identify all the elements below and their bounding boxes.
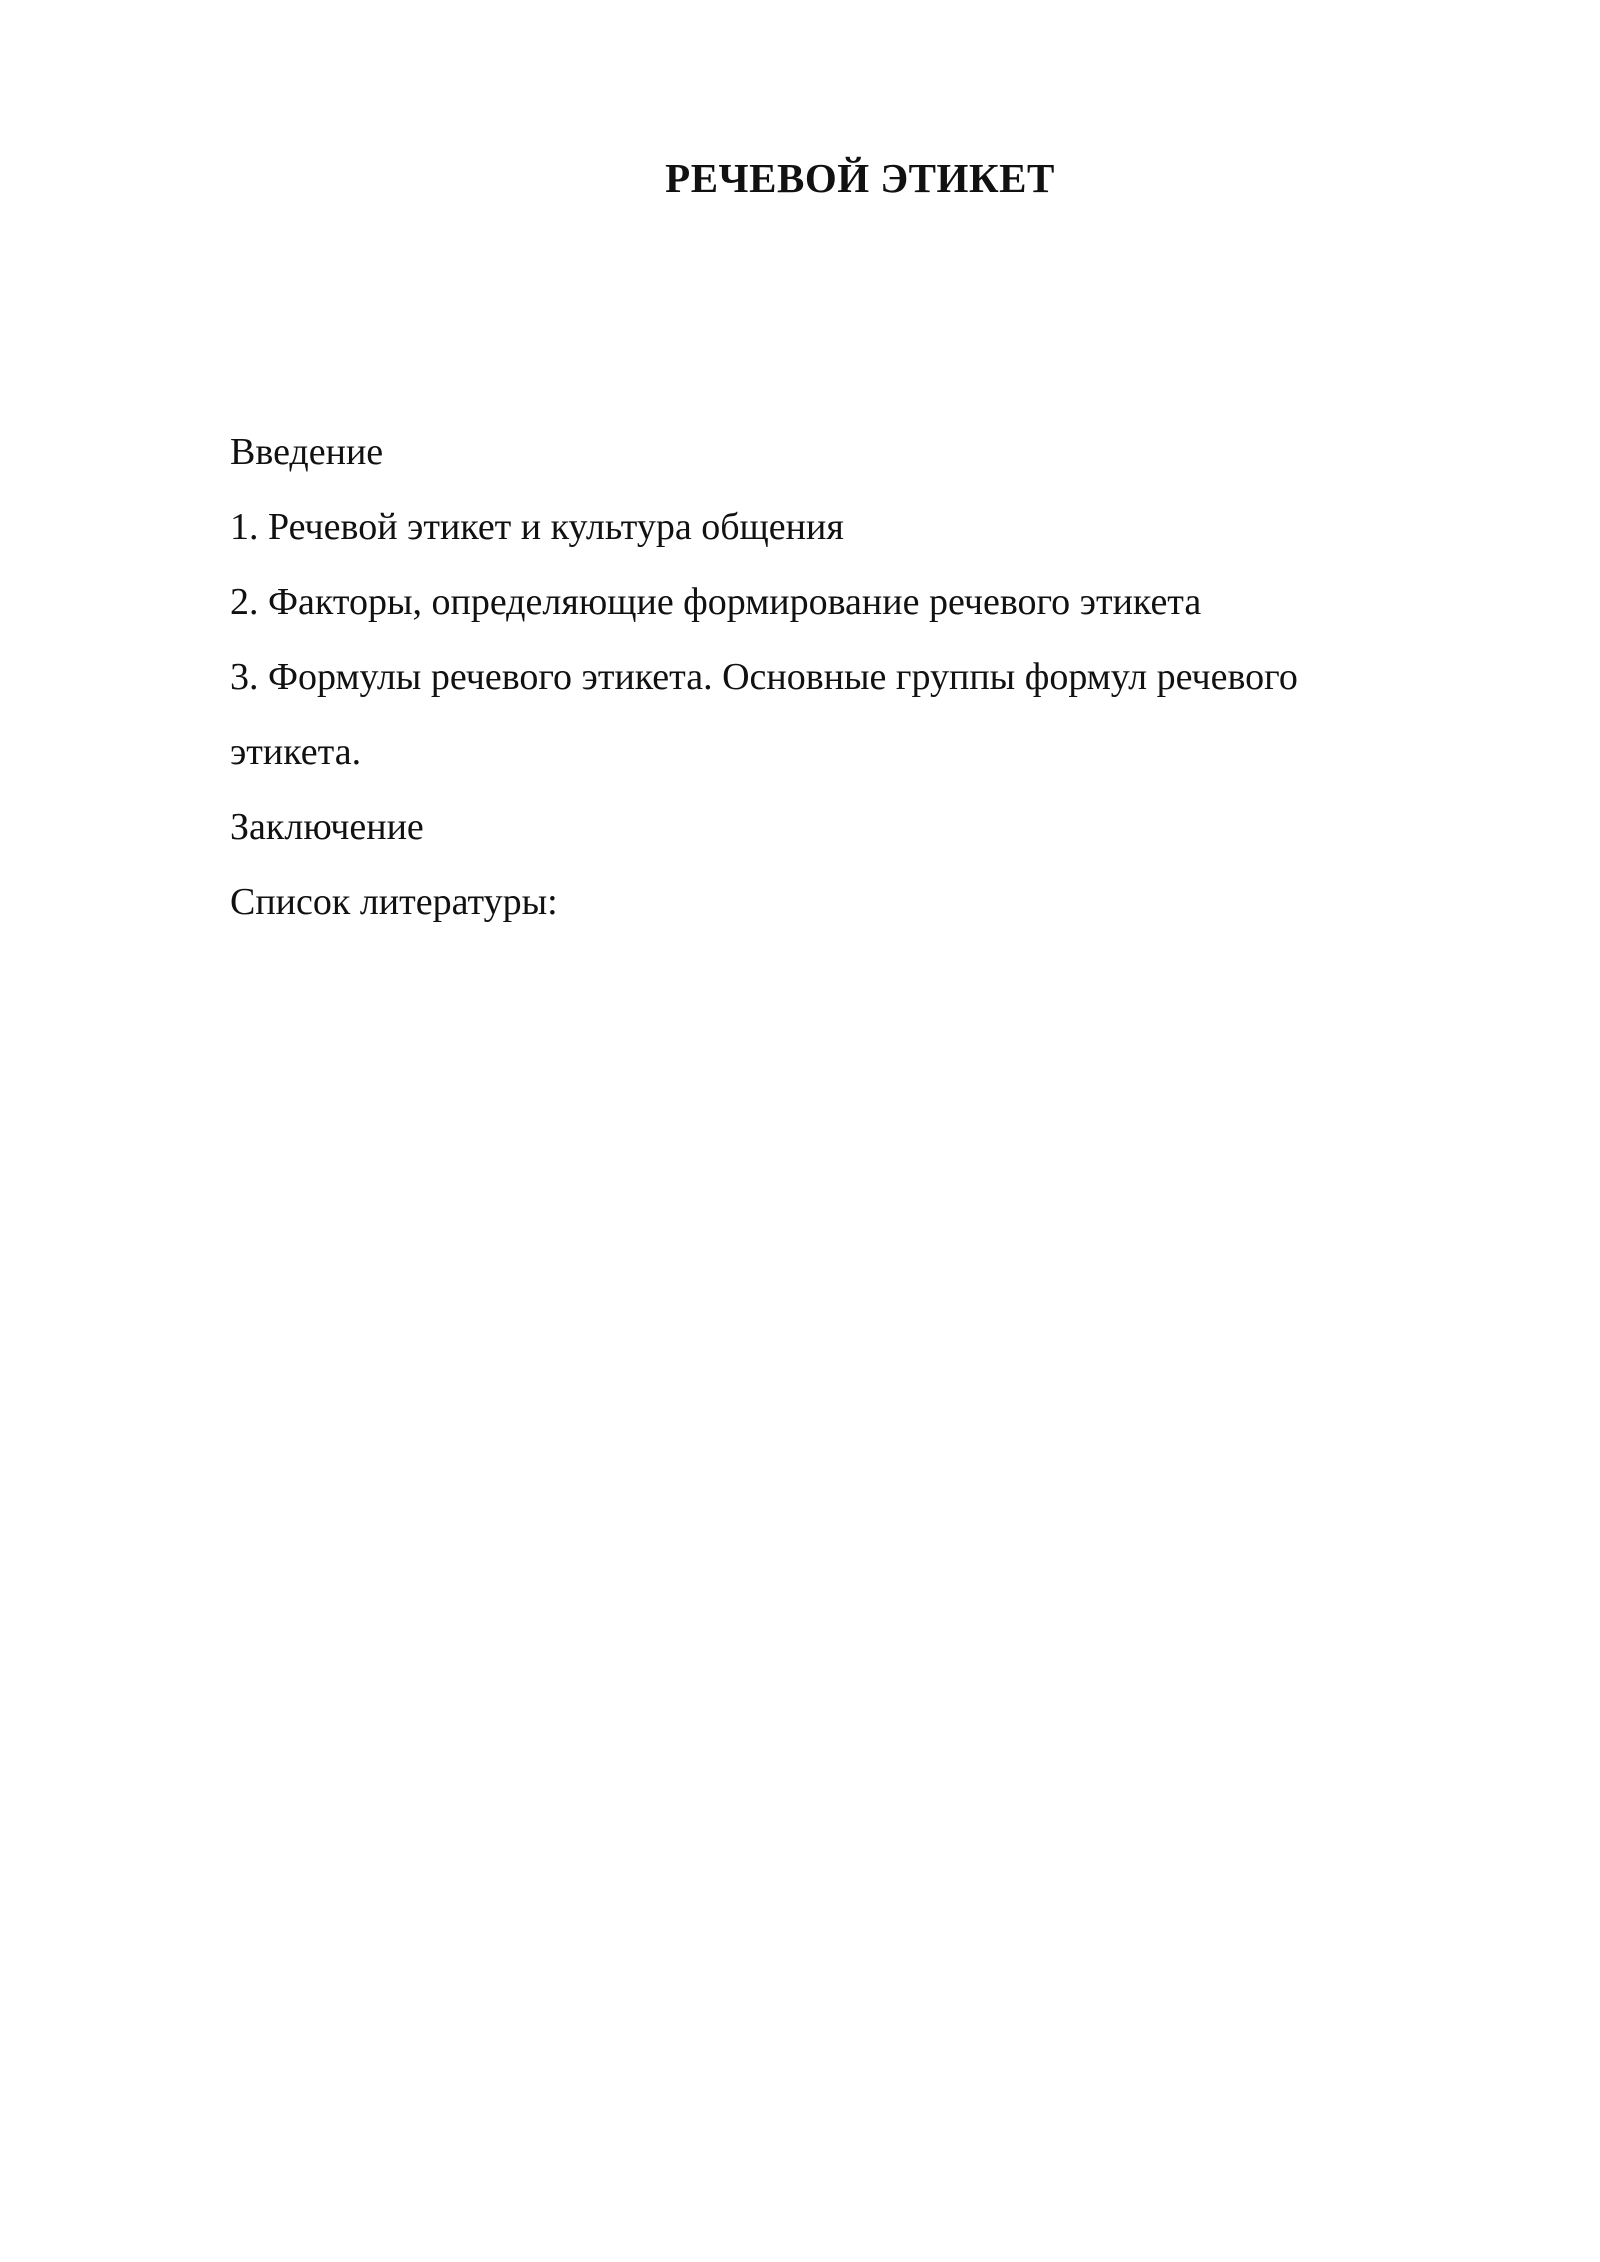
page-title: РЕЧЕВОЙ ЭТИКЕТ: [665, 155, 1055, 201]
toc-item-chapter-3: 3. Формулы речевого этикета. Основные группы формул речевого: [230, 656, 1298, 698]
table-of-contents: [230, 415, 1480, 940]
toc-item-chapter-1: 1. Речевой этикет и культура общения: [230, 506, 844, 548]
toc-item-introduction: Введение: [230, 431, 384, 473]
toc-item-references: Список литературы:: [230, 881, 558, 923]
toc-item-chapter-2: 2. Факторы, определяющие формирование речевого этикета: [230, 581, 1202, 623]
toc-item-conclusion: Заключение: [230, 806, 424, 848]
toc-item-chapter-3-continued: этикета.: [230, 731, 362, 773]
